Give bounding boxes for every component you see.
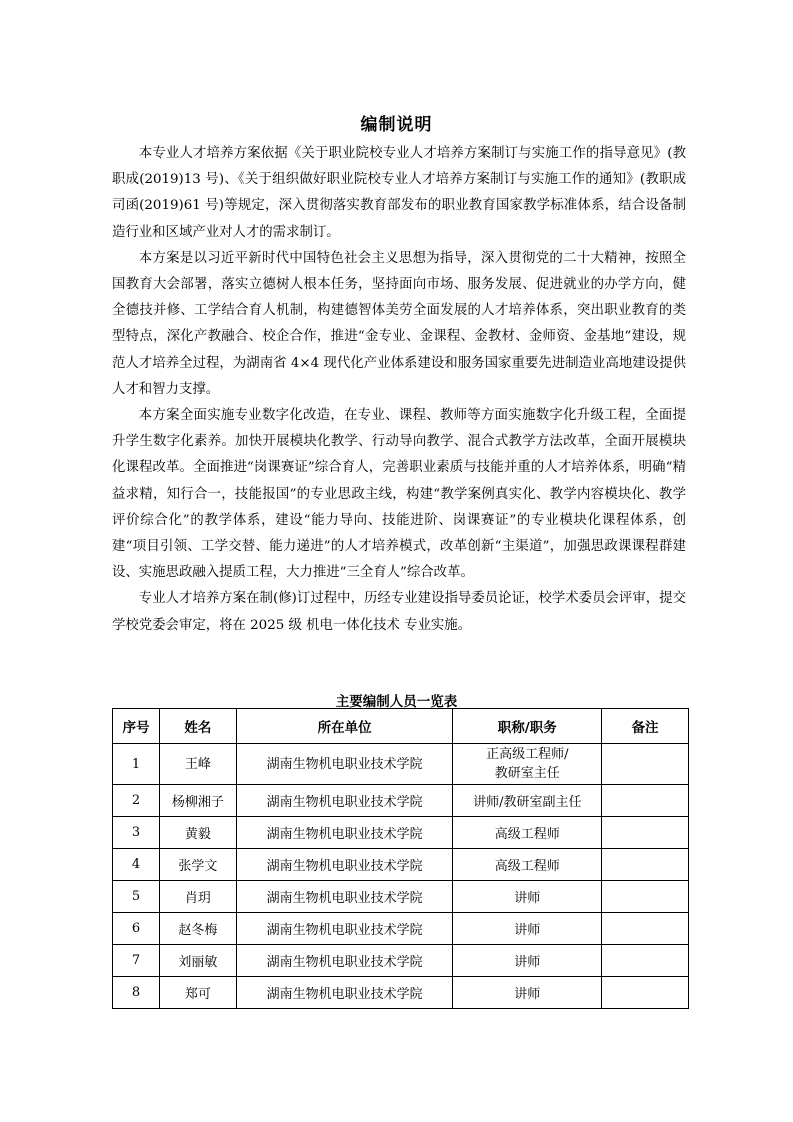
cell-name: 郑可	[159, 977, 236, 1009]
cell-no: 1	[113, 744, 160, 785]
cell-note	[602, 945, 689, 977]
cell-title-line1: 正高级工程师/	[486, 747, 569, 762]
table-row	[113, 785, 689, 817]
paragraph-2: 本方案是以习近平新时代中国特色社会主义思想为指导，深入贯彻党的二十大精神，按照全国教育大会部署，落实立德树人根本任务，坚持面向市场、服务发展、促进就业的办学方向，健全德技并修、工学结合育人机制，构建德智体美劳全面发展的人才培养体系，突出职业教育的类型特点，深化产教融合、校企合作，推进“金专业、金课程、金教材、金师资、金基地”建设，规范人才培养全过程，为湖南省 4×4 现代化产业体系建设和服务国家重要先进制造业高地建设提供人才和智力支撑。	[112, 250, 686, 397]
cell-unit: 湖南生物机电职业技术学院	[236, 945, 453, 977]
cell-unit: 湖南生物机电职业技术学院	[236, 744, 453, 785]
table-row	[113, 945, 689, 977]
cell-no: 4	[113, 849, 160, 881]
cell-unit: 湖南生物机电职业技术学院	[236, 881, 453, 913]
cell-no: 8	[113, 977, 160, 1009]
cell-title: 讲师/教研室副主任	[453, 785, 602, 817]
table-row	[113, 817, 689, 849]
body-text	[112, 141, 686, 639]
cell-title: 高级工程师	[453, 817, 602, 849]
cell-name: 张学文	[159, 849, 236, 881]
cell-note	[602, 744, 689, 785]
cell-name: 刘丽敏	[159, 945, 236, 977]
cell-title: 讲师	[453, 945, 602, 977]
table-header-row	[113, 709, 689, 744]
table-row	[113, 849, 689, 881]
cell-unit: 湖南生物机电职业技术学院	[236, 817, 453, 849]
cell-no: 5	[113, 881, 160, 913]
page-title: 编制说明	[360, 115, 433, 135]
cell-unit: 湖南生物机电职业技术学院	[236, 913, 453, 945]
staff-table	[112, 708, 689, 1009]
cell-title: 讲师	[453, 913, 602, 945]
cell-note	[602, 817, 689, 849]
header-unit: 所在单位	[236, 709, 453, 744]
cell-name: 肖玥	[159, 881, 236, 913]
cell-title: 讲师	[453, 977, 602, 1009]
cell-no: 3	[113, 817, 160, 849]
paragraph-3: 本方案全面实施专业数字化改造，在专业、课程、教师等方面实施数字化升级工程，全面提升学生数字化素养。加快开展模块化教学、行动导向教学、混合式教学方法改革，全面开展模块化课程改革。全面推进“岗课赛证”综合育人，完善职业素质与技能并重的人才培养体系，明确“精益求精，知行合一，技能报国”的专业思政主线，构建“教学案例真实化、教学内容模块化、教学评价综合化”的教学体系，建设“能力导向、技能进阶、岗课赛证”的专业模块化课程体系，创建“项目引领、工学交替、能力递进”的人才培养模式，改革创新“主渠道”，加强思政课课程群建设、实施思政融入提质工程，大力推进“三全育人”综合改革。	[112, 408, 686, 581]
header-no: 序号	[113, 709, 160, 744]
table-row	[113, 881, 689, 913]
cell-title: 高级工程师	[453, 849, 602, 881]
header-name: 姓名	[159, 709, 236, 744]
cell-name: 王峰	[159, 744, 236, 785]
cell-no: 7	[113, 945, 160, 977]
cell-unit: 湖南生物机电职业技术学院	[236, 849, 453, 881]
cell-name: 赵冬梅	[159, 913, 236, 945]
cell-title-line2: 教研室主任	[494, 766, 560, 781]
table-row	[113, 977, 689, 1009]
cell-note	[602, 881, 689, 913]
cell-name: 黄毅	[159, 817, 236, 849]
header-title: 职称/职务	[453, 709, 602, 744]
cell-note	[602, 785, 689, 817]
cell-unit: 湖南生物机电职业技术学院	[236, 785, 453, 817]
header-note: 备注	[602, 709, 689, 744]
cell-unit: 湖南生物机电职业技术学院	[236, 977, 453, 1009]
cell-note	[602, 849, 689, 881]
cell-note	[602, 913, 689, 945]
cell-note	[602, 977, 689, 1009]
cell-title: 讲师	[453, 881, 602, 913]
cell-name: 杨柳湘子	[159, 785, 236, 817]
cell-title	[453, 744, 602, 785]
paragraph-1: 本专业人才培养方案依据《关于职业院校专业人才培养方案制订与实施工作的指导意见》(教职成(2019)13 号)、《关于组织做好职业院校专业人才培养方案制订与实施工作的通知》(教职成司函(2019)61 号)等规定，深入贯彻落实教育部发布的职业教育国家教学标准体系，结合设备制造行业和区域产业对人才的需求制订。	[112, 146, 686, 240]
cell-no: 6	[113, 913, 160, 945]
table-caption: 主要编制人员一览表	[335, 694, 458, 710]
cell-no: 2	[113, 785, 160, 817]
table-row	[113, 744, 689, 785]
paragraph-4: 专业人才培养方案在制(修)订过程中，历经专业建设指导委员论证，校学术委员会评审，提交学校党委会审定，将在 2025 级 机电一体化技术 专业实施。	[112, 591, 686, 633]
table-row	[113, 913, 689, 945]
